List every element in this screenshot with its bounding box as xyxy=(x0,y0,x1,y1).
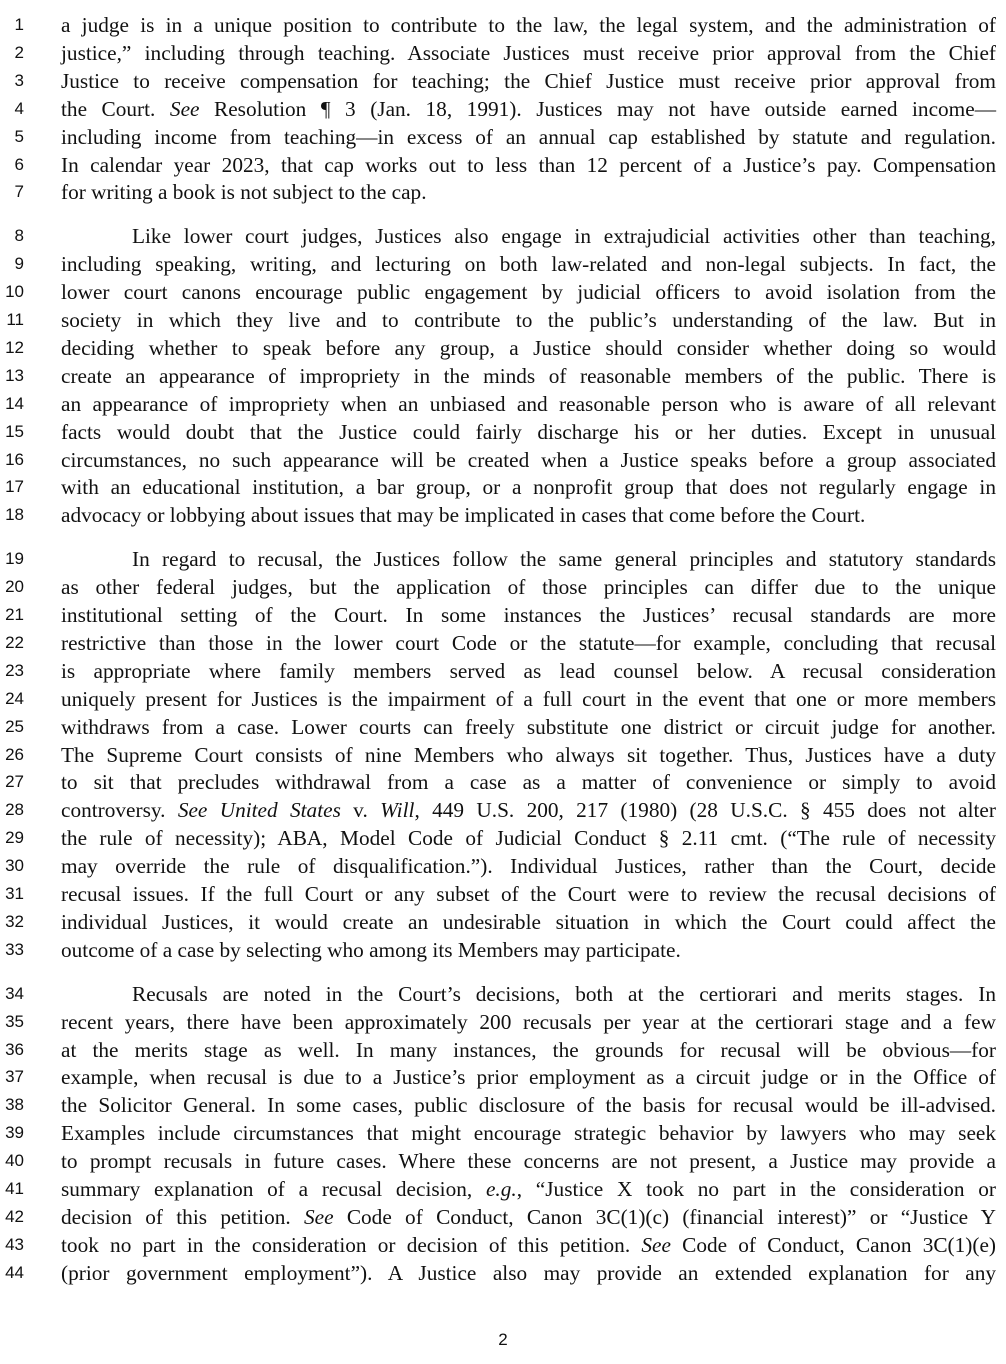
line-number: 1 xyxy=(14,15,24,34)
line-number: 23 xyxy=(5,660,24,680)
text-run: decision of this petition. xyxy=(61,1204,304,1229)
text-line xyxy=(0,473,1006,501)
line-number: 42 xyxy=(5,1206,24,1226)
text-run: , “Justice X took no part in the consideration or xyxy=(516,1177,996,1201)
text-run: to prompt recusals in future cases. Where these concerns are not present, a Justice may provide a xyxy=(61,1149,996,1174)
line-number: 37 xyxy=(5,1067,24,1087)
text-run: summary explanation of a recusal decision, xyxy=(61,1177,486,1201)
italic-text: Will xyxy=(380,798,415,823)
line-text xyxy=(61,1008,996,1036)
line-text xyxy=(61,573,996,601)
text-run: individual Justices, it would create an undesirable situation in which the Court could affect the xyxy=(61,909,996,934)
text-line xyxy=(0,1036,1006,1064)
text-line xyxy=(0,418,1006,446)
text-line xyxy=(0,713,1006,741)
text-run: society in which they live and to contribute to the public’s understanding of the law. But in xyxy=(61,308,996,332)
text-run: took no part in the consideration or decision of this petition. xyxy=(61,1232,642,1257)
line-number: 19 xyxy=(5,549,24,569)
text-run: Like lower court judges, Justices also engage in extrajudicial activities other than teaching, xyxy=(132,224,996,249)
line-number: 6 xyxy=(14,154,24,174)
text-line xyxy=(0,151,1006,179)
text-line xyxy=(0,908,1006,936)
text-run: outcome of a case by selecting who among its Members may participate. xyxy=(61,937,681,962)
line-number: 3 xyxy=(14,70,24,90)
text-run: Examples include circumstances that might encourage strategic behavior by lawyers who may seek xyxy=(61,1121,996,1146)
line-text xyxy=(61,657,996,685)
line-text xyxy=(61,362,996,390)
line-number: 38 xyxy=(5,1095,24,1115)
text-line xyxy=(0,306,1006,334)
line-number: 27 xyxy=(5,772,24,792)
text-run: including income from teaching—in excess of an annual cap established by statute and regulation. xyxy=(61,124,996,149)
line-number: 20 xyxy=(5,577,24,597)
line-text xyxy=(61,1036,996,1064)
line-number: 31 xyxy=(5,884,24,903)
text-line xyxy=(0,1231,1006,1259)
line-number: 17 xyxy=(5,477,24,497)
line-text xyxy=(61,1063,996,1091)
line-text xyxy=(61,446,996,474)
line-number: 30 xyxy=(5,856,24,876)
line-text xyxy=(61,685,996,713)
text-run: institutional setting of the Court. In some instances the Justices’ recusal standards are more xyxy=(61,603,996,627)
text-line xyxy=(0,1008,1006,1036)
text-run: Resolution ¶ 3 (Jan. 18, 1991). Justices may not have outside earned income— xyxy=(199,96,996,121)
line-number: 7 xyxy=(14,182,24,202)
line-number: 12 xyxy=(5,337,24,357)
text-run: The Supreme Court consists of nine Members who always sit together. Thus, Justices have a duty xyxy=(61,742,996,767)
text-run: at the merits stage as well. In many instances, the grounds for recusal will be obvious—for xyxy=(61,1037,996,1062)
line-text xyxy=(61,880,996,908)
text-line xyxy=(0,824,1006,852)
line-text xyxy=(61,741,996,769)
page-number: 2 xyxy=(498,1330,508,1349)
line-text xyxy=(61,250,996,278)
line-number: 11 xyxy=(6,310,24,329)
text-run: Recusals are noted in the Court’s decisions, both at the certiorari and merits stages. In xyxy=(132,981,996,1006)
text-line xyxy=(0,390,1006,418)
text-line xyxy=(0,1259,1006,1287)
line-text xyxy=(61,473,996,501)
line-text xyxy=(61,768,996,796)
text-line xyxy=(0,39,1006,67)
text-line xyxy=(0,768,1006,796)
line-text xyxy=(61,1119,996,1147)
text-line xyxy=(0,629,1006,657)
text-line xyxy=(0,573,1006,601)
line-text xyxy=(61,1203,996,1231)
italic-text: See xyxy=(169,96,200,121)
italic-text: e.g. xyxy=(485,1177,517,1201)
text-run: lower court canons encourage public engagement by judicial officers to avoid isolation from the xyxy=(61,280,996,305)
text-run: recusal issues. If the full Court or any subset of the Court were to review the recusal decisions of xyxy=(61,882,996,906)
text-run: an appearance of impropriety when an unbiased and reasonable person who is aware of all relevant xyxy=(61,391,996,416)
text-line xyxy=(0,123,1006,151)
line-number: 28 xyxy=(5,800,24,820)
text-run: as other federal judges, but the application of those principles can differ due to the unique xyxy=(61,575,996,600)
text-line xyxy=(0,1063,1006,1091)
line-text xyxy=(61,1231,996,1259)
text-line xyxy=(0,278,1006,306)
text-line xyxy=(0,980,1006,1008)
text-line xyxy=(0,601,1006,629)
line-text xyxy=(61,796,996,824)
text-run: withdraws from a case. Lower courts can freely substitute one district or circuit judge for another. xyxy=(61,714,996,739)
text-run: Code of Conduct, Canon 3C(1)(e) xyxy=(670,1232,997,1257)
line-number: 36 xyxy=(5,1039,24,1059)
text-run: restrictive than those in the lower court Code or the statute—for example, concluding that recusal xyxy=(61,630,996,655)
line-text xyxy=(61,1091,996,1119)
text-line xyxy=(0,1147,1006,1175)
line-number: 25 xyxy=(5,716,24,736)
text-line xyxy=(0,741,1006,769)
text-line xyxy=(0,657,1006,685)
line-number: 26 xyxy=(5,744,24,764)
line-number: 9 xyxy=(14,254,24,274)
line-number: 16 xyxy=(5,449,24,469)
text-run: the Court. xyxy=(61,96,170,121)
text-run: controversy. xyxy=(61,798,178,823)
line-number: 44 xyxy=(5,1262,24,1282)
line-text xyxy=(61,1147,996,1175)
line-text xyxy=(61,501,996,529)
line-text xyxy=(61,601,996,629)
line-number: 29 xyxy=(5,828,24,848)
text-run: In calendar year 2023, that cap works out to less than 12 percent of a Justice’s pay. Compensation xyxy=(61,152,996,177)
line-number: 39 xyxy=(5,1123,24,1143)
text-run: Justice to receive compensation for teaching; the Chief Justice must receive prior approval from xyxy=(61,68,996,93)
line-text xyxy=(61,908,996,936)
line-number: 10 xyxy=(5,282,24,302)
line-text xyxy=(61,306,996,334)
line-text xyxy=(61,278,996,306)
text-run: create an appearance of impropriety in the minds of reasonable members of the public. There is xyxy=(61,363,996,388)
text-run: circumstances, no such appearance will be created when a Justice speaks before a group associated xyxy=(61,447,996,472)
line-number: 22 xyxy=(5,632,24,652)
text-line xyxy=(0,362,1006,390)
line-text xyxy=(61,1259,996,1287)
text-line xyxy=(0,334,1006,362)
line-number: 43 xyxy=(5,1234,24,1254)
line-text xyxy=(132,222,996,250)
text-run: advocacy or lobbying about issues that may be implicated in cases that come before the Court. xyxy=(61,503,866,528)
text-run: may override the rule of disqualification.”). Individual Justices, rather than the Court, decide xyxy=(61,854,996,879)
text-line xyxy=(0,1203,1006,1231)
line-text xyxy=(61,936,996,964)
text-run: justice,” including through teaching. Associate Justices must receive prior approval from the Chief xyxy=(61,40,996,65)
text-run: (prior government employment”). A Justice also may provide an extended explanation for any xyxy=(61,1260,996,1285)
line-text xyxy=(61,95,996,123)
line-text xyxy=(61,39,996,67)
line-text xyxy=(61,418,996,446)
line-number: 8 xyxy=(14,226,24,246)
text-run: example, when recusal is due to a Justice’s prior employment as a circuit judge or in the Office of xyxy=(61,1065,996,1090)
line-text xyxy=(61,824,996,852)
line-number: 32 xyxy=(5,911,24,931)
line-text xyxy=(132,980,996,1008)
line-text xyxy=(61,713,996,741)
text-line xyxy=(0,1119,1006,1147)
line-text xyxy=(61,390,996,418)
line-number: 33 xyxy=(5,939,24,959)
italic-text: See xyxy=(641,1232,671,1257)
italic-text: See xyxy=(303,1204,334,1229)
text-run: the rule of necessity); ABA, Model Code of Judicial Conduct § 2.11 cmt. (“The rule of necessity xyxy=(61,826,996,851)
text-line xyxy=(0,446,1006,474)
line-text xyxy=(61,629,996,657)
text-line xyxy=(0,1175,1006,1203)
text-run: v. xyxy=(340,798,381,823)
line-text xyxy=(61,151,996,179)
line-text xyxy=(61,178,996,206)
text-line xyxy=(0,501,1006,529)
text-run: facts would doubt that the Justice could fairly discharge his or her duties. Except in unusual xyxy=(61,419,996,444)
text-line xyxy=(0,95,1006,123)
text-line xyxy=(0,685,1006,713)
text-run: a judge is in a unique position to contribute to the law, the legal system, and the administration of xyxy=(61,13,996,37)
text-line xyxy=(0,67,1006,95)
text-run: , 449 U.S. 200, 217 (1980) (28 U.S.C. § 455 does not alter xyxy=(414,798,996,823)
line-number: 15 xyxy=(5,421,24,441)
line-text xyxy=(132,545,996,573)
text-line xyxy=(0,936,1006,964)
text-line xyxy=(0,852,1006,880)
text-run: to sit that precludes withdrawal from a case as a matter of convenience or simply to avoid xyxy=(61,770,996,795)
text-run: for writing a book is not subject to the cap. xyxy=(61,180,427,205)
text-line xyxy=(0,222,1006,250)
text-run: deciding whether to speak before any group, a Justice should consider whether doing so would xyxy=(61,335,996,360)
line-number: 14 xyxy=(5,393,24,413)
line-number: 13 xyxy=(5,365,24,385)
text-run: the Solicitor General. In some cases, public disclosure of the basis for recusal would be ill-advised. xyxy=(61,1093,996,1118)
line-number: 2 xyxy=(14,42,24,62)
line-text xyxy=(61,334,996,362)
text-run: with an educational institution, a bar group, or a nonprofit group that does not regularly engage in xyxy=(61,475,996,500)
text-line xyxy=(0,545,1006,573)
italic-text: See United States xyxy=(177,798,341,823)
text-line xyxy=(0,1091,1006,1119)
line-text xyxy=(61,11,996,39)
text-run: including speaking, writing, and lecturing on both law-related and non-legal subjects. In fact, the xyxy=(61,252,996,277)
text-run: uniquely present for Justices is the impairment of a full court in the event that one or more members xyxy=(61,686,996,711)
text-run: recent years, there have been approximately 200 recusals per year at the certiorari stage and a few xyxy=(61,1009,996,1034)
line-number: 5 xyxy=(14,126,24,146)
line-number: 21 xyxy=(5,605,24,624)
line-number: 34 xyxy=(5,983,24,1003)
line-text xyxy=(61,67,996,95)
line-number: 35 xyxy=(5,1011,24,1031)
text-run: Code of Conduct, Canon 3C(1)(c) (financial interest)” or “Justice Y xyxy=(333,1204,996,1229)
text-line xyxy=(0,796,1006,824)
text-line xyxy=(0,11,1006,39)
text-line xyxy=(0,178,1006,206)
text-run: In regard to recusal, the Justices follow the same general principles and statutory standards xyxy=(132,547,996,572)
text-run: is appropriate where family members served as lead counsel below. A recusal consideration xyxy=(61,658,996,683)
line-number: 41 xyxy=(5,1179,24,1198)
line-text xyxy=(61,123,996,151)
line-text xyxy=(61,1175,996,1203)
text-line xyxy=(0,250,1006,278)
line-text xyxy=(61,852,996,880)
text-line xyxy=(0,880,1006,908)
line-number: 40 xyxy=(5,1151,24,1171)
line-number: 18 xyxy=(5,505,24,525)
line-number: 4 xyxy=(14,98,24,118)
line-number: 24 xyxy=(5,688,24,708)
